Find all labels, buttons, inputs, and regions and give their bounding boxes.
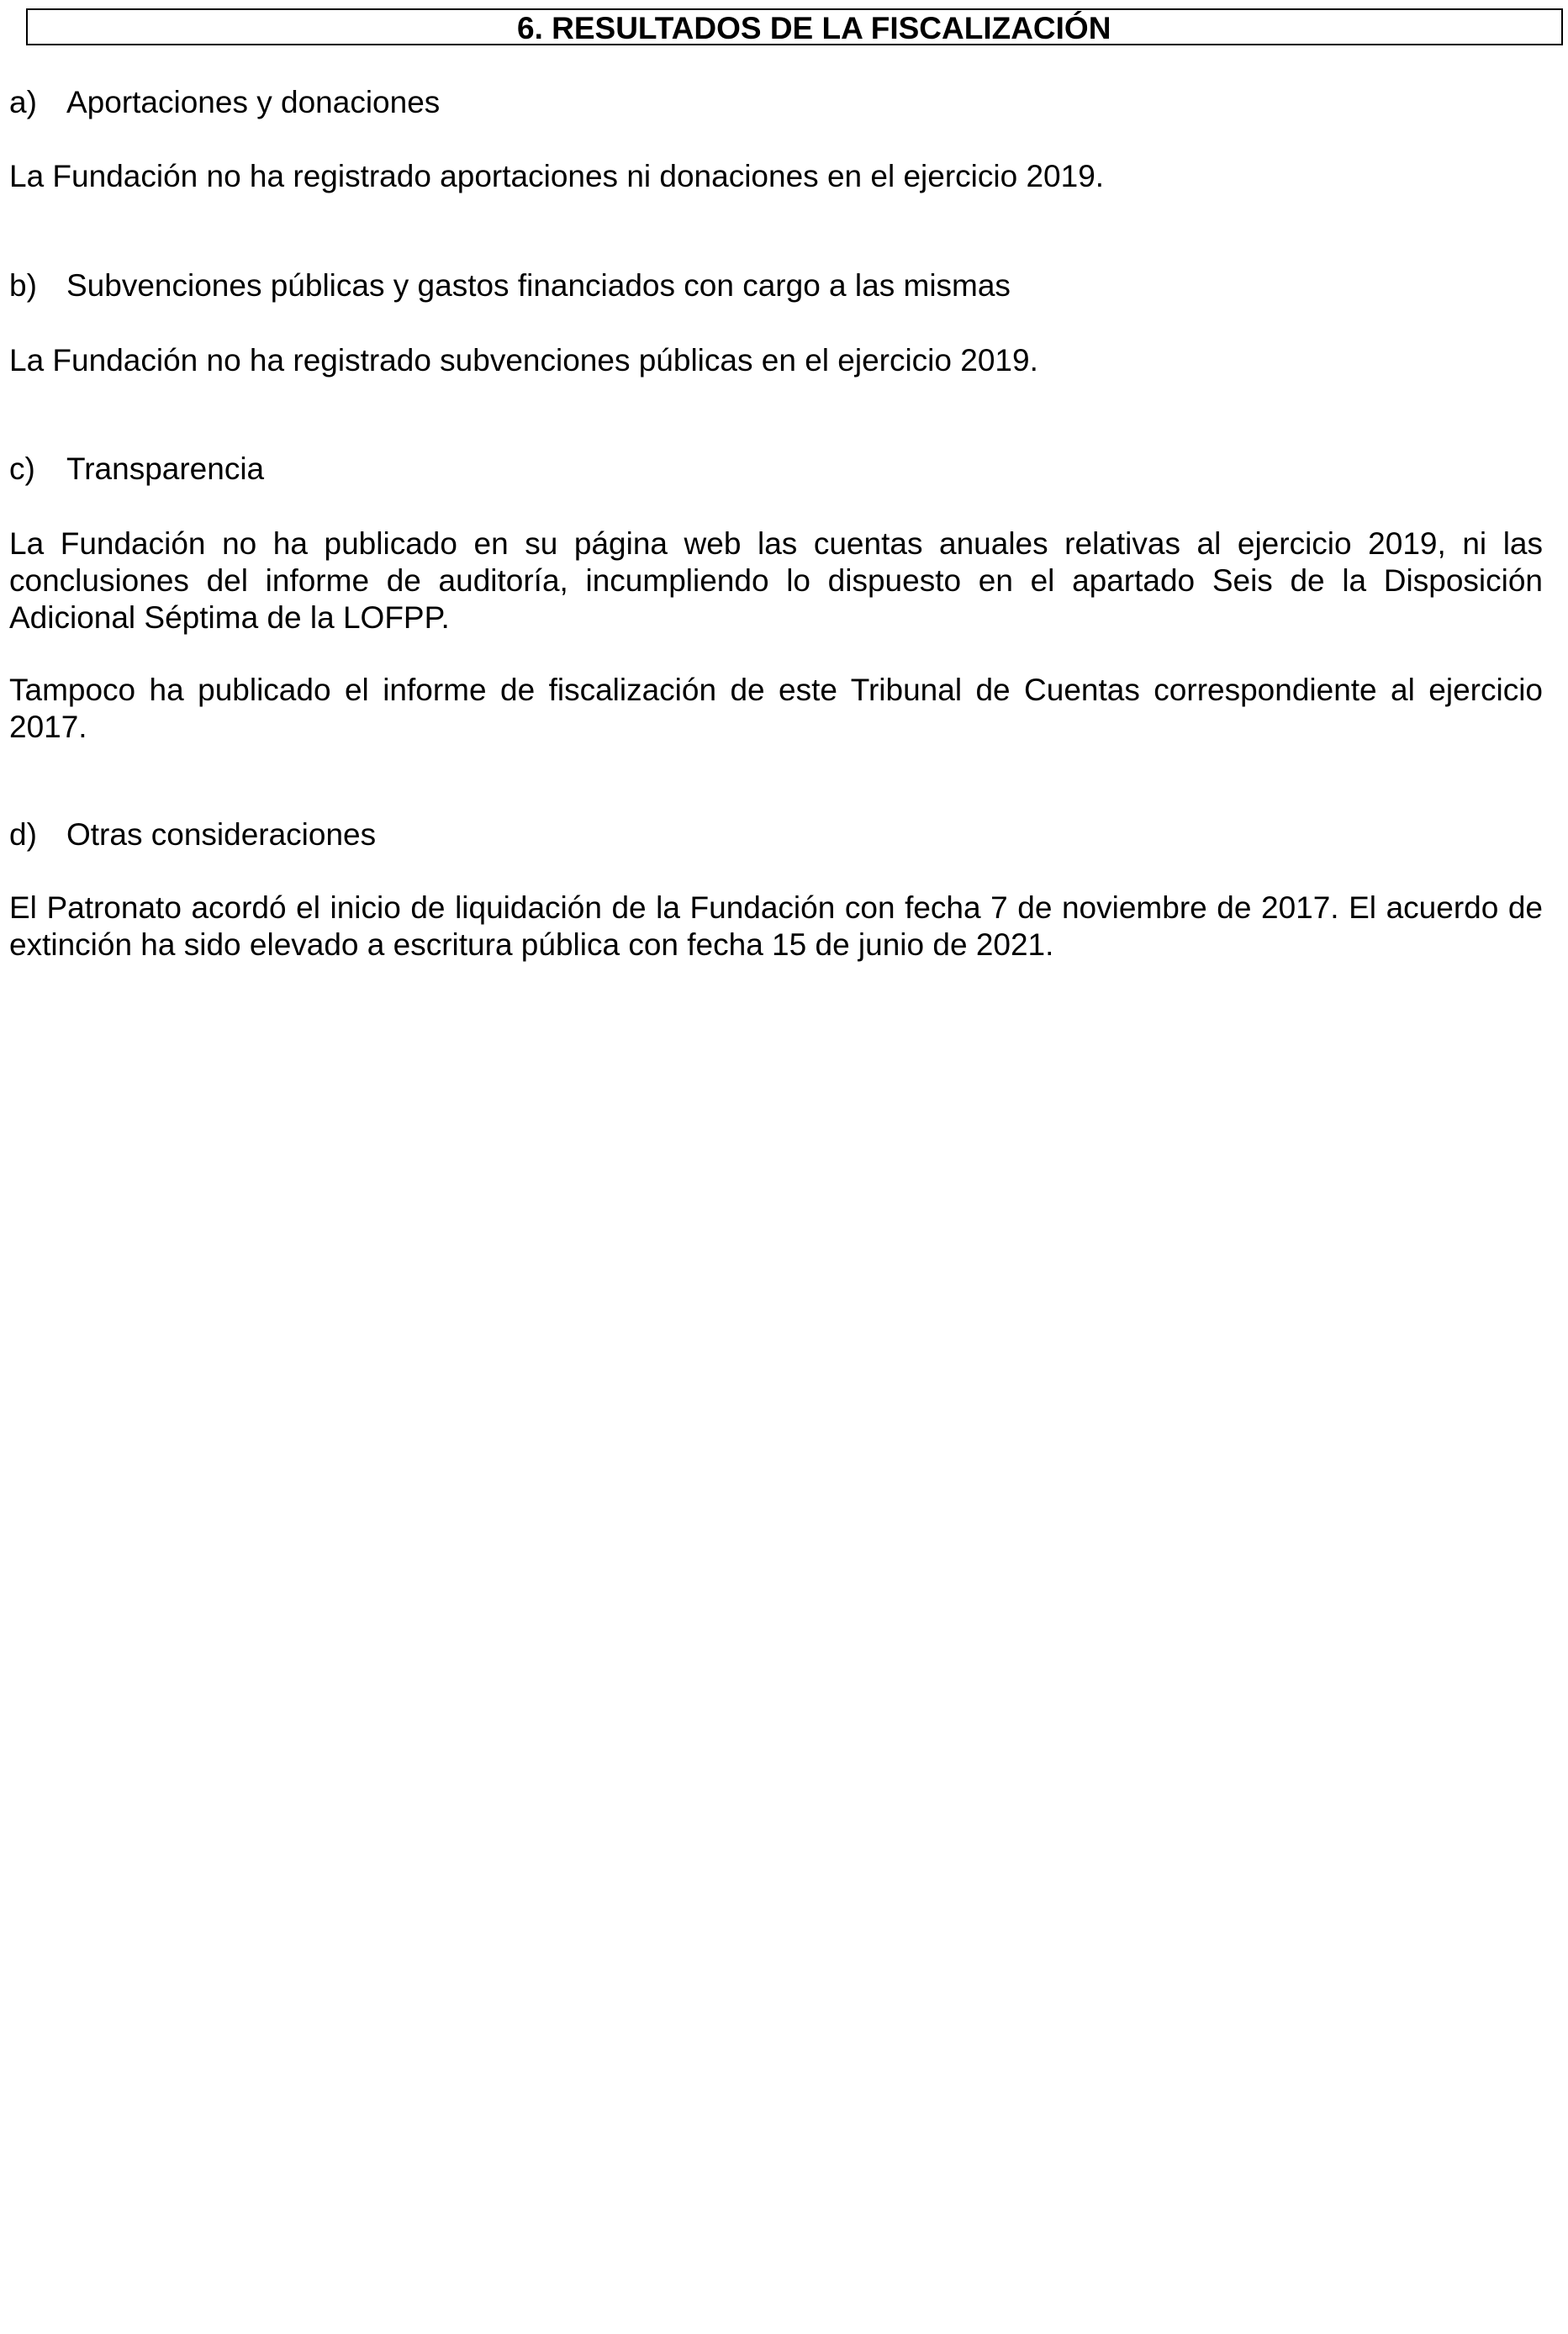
subsection-title-a: Aportaciones y donaciones: [66, 85, 441, 119]
subsection-letter-c: c): [9, 451, 35, 486]
section-title-box: [26, 8, 1563, 45]
subsection-title-d: Otras consideraciones: [66, 817, 377, 852]
subsection-letter-d: d): [9, 817, 37, 852]
paragraph-a-1: La Fundación no ha registrado aportaciones ni donaciones en el ejercicio 2019.: [9, 159, 1105, 193]
paragraph-b-1: La Fundación no ha registrado subvenciones públicas en el ejercicio 2019.: [9, 343, 1038, 378]
subsection-heading-a: [9, 84, 440, 121]
subsection-heading-d: [9, 816, 376, 853]
paragraph-c-1: La Fundación no ha publicado en su página web las cuentas anuales relativas al ejercicio 2019, ni las conclusiones del informe de auditoría, incumpliendo lo dispuesto en el apartado Seis de la Disposición Adicional Séptima de la LOFPP.: [9, 526, 1543, 635]
paragraph-c-2: Tampoco ha publicado el informe de fiscalización de este Tribunal de Cuentas correspondiente al ejercicio 2017.: [9, 673, 1543, 744]
subsection-heading-b: [9, 267, 1011, 304]
section-title: 6. RESULTADOS DE LA FISCALIZACIÓN: [517, 11, 1111, 45]
subsection-letter-a: a): [9, 85, 37, 119]
subsection-letter-b: b): [9, 268, 37, 303]
subsection-heading-c: [9, 451, 264, 488]
subsection-title-c: Transparencia: [66, 451, 265, 486]
subsection-title-b: Subvenciones públicas y gastos financiados con cargo a las mismas: [66, 268, 1011, 303]
paragraph-d-1: El Patronato acordó el inicio de liquidación de la Fundación con fecha 7 de noviembre de 2017. El acuerdo de extinción ha sido elevado a escritura pública con fecha 15 de junio de 2021.: [9, 890, 1543, 962]
